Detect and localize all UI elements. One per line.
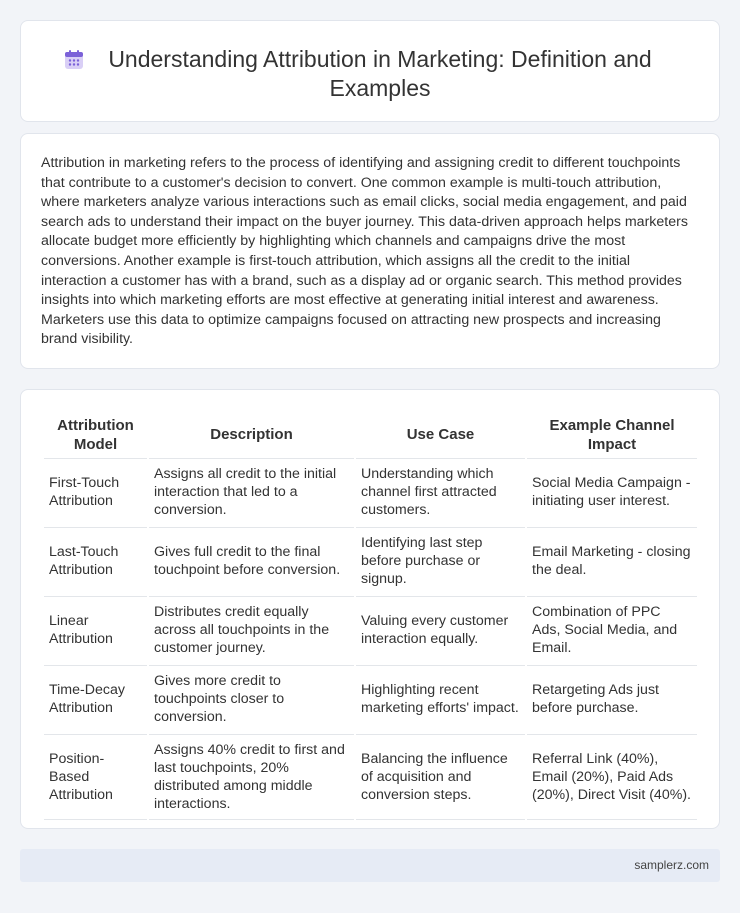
cell-model: Last-Touch Attribution	[44, 527, 147, 594]
cell-model: Linear Attribution	[44, 596, 147, 663]
page-title: Understanding Attribution in Marketing: Definition and Examples	[108, 46, 652, 101]
cell-example: Retargeting Ads just before purchase.	[527, 665, 697, 732]
cell-use-case: Valuing every customer interaction equally.	[356, 596, 525, 663]
cell-example: Email Marketing - closing the deal.	[527, 527, 697, 594]
table-row	[44, 596, 697, 663]
header-description: Description	[210, 426, 293, 443]
cell-example: Social Media Campaign - initiating user interest.	[527, 458, 697, 525]
table-row	[44, 527, 697, 594]
title-card	[20, 20, 720, 122]
footer-site-link[interactable]: samplerz.com	[634, 858, 709, 872]
header-attribution-model: Attribution Model	[57, 416, 134, 453]
cell-model: First-Touch Attribution	[44, 458, 147, 525]
cell-description: Assigns all credit to the initial interaction that led to a conversion.	[149, 458, 354, 525]
cell-description: Gives full credit to the final touchpoint before conversion.	[149, 527, 354, 594]
attribution-table	[42, 410, 699, 822]
cell-example: Combination of PPC Ads, Social Media, and Email.	[527, 596, 697, 663]
cell-use-case: Identifying last step before purchase or signup.	[356, 527, 525, 594]
table-header-row	[44, 412, 697, 456]
description-text: Attribution in marketing refers to the process of identifying and assigning credit to different touchpoints that contribute to a customer's decision to convert. One common example is multi-touch attribution, where marketers analyze various interactions such as email clicks, social media engagement, and paid search ads to understand their impact on the buyer journey. This data-driven approach helps marketers allocate budget more efficiently by highlighting which channels and campaigns drive the most conversions. Another example is first-touch attribution, which assigns all the credit to the initial interaction a customer has with a brand, such as a display ad or organic search. This method provides insights into which marketing efforts are most effective at generating initial interest and awareness. Marketers use this data to optimize campaigns focused on attracting new prospects and increasing brand visibility.	[41, 155, 688, 348]
description-card	[20, 133, 720, 369]
cell-model: Position-Based Attribution	[44, 734, 147, 820]
header-example-channel-impact: Example Channel Impact	[549, 416, 675, 453]
cell-description: Gives more credit to touchpoints closer to conversion.	[149, 665, 354, 732]
cell-description: Assigns 40% credit to first and last touchpoints, 20% distributed among middle interactions.	[149, 734, 354, 820]
table-row	[44, 665, 697, 732]
cell-example: Referral Link (40%), Email (20%), Paid Ads (20%), Direct Visit (40%).	[527, 734, 697, 820]
table-row	[44, 458, 697, 525]
footer	[20, 849, 720, 882]
table-row	[44, 734, 697, 820]
table-card	[20, 389, 720, 829]
cell-use-case: Highlighting recent marketing efforts' impact.	[356, 665, 525, 732]
cell-description: Distributes credit equally across all touchpoints in the customer journey.	[149, 596, 354, 663]
header-use-case: Use Case	[406, 426, 475, 443]
cell-use-case: Balancing the influence of acquisition and conversion steps.	[356, 734, 525, 820]
cell-use-case: Understanding which channel first attracted customers.	[356, 458, 525, 525]
cell-model: Time-Decay Attribution	[44, 665, 147, 732]
